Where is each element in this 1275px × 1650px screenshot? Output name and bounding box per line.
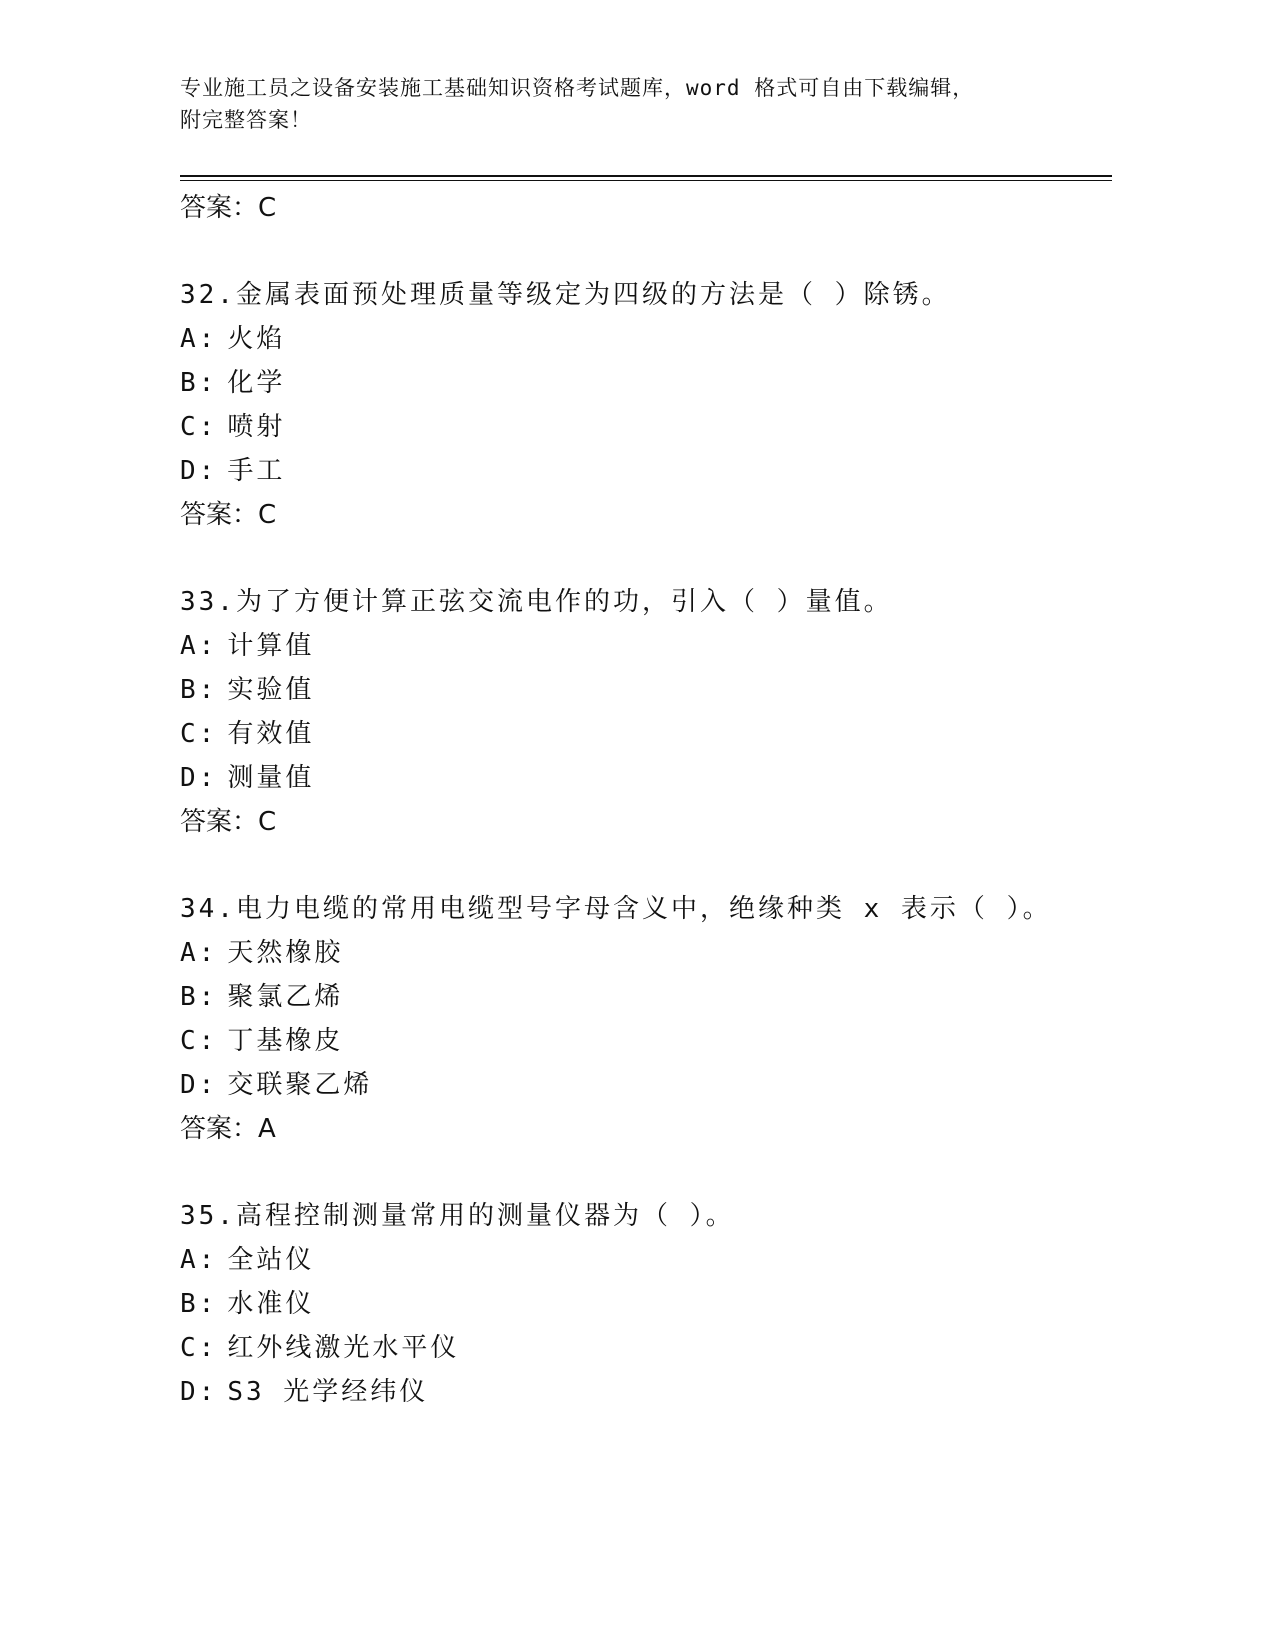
option-d xyxy=(180,1370,1110,1414)
question-list xyxy=(180,186,1110,1414)
option-b xyxy=(180,668,1110,712)
option-text: 测量值 xyxy=(227,763,315,793)
option-text: 化学 xyxy=(227,368,286,398)
option-b xyxy=(180,975,1110,1019)
option-b xyxy=(180,361,1110,405)
option-a xyxy=(180,931,1110,975)
option-text: 红外线激光水平仪 xyxy=(227,1333,460,1363)
option-text: 喷射 xyxy=(227,412,286,442)
option-letter: D: xyxy=(180,456,218,486)
option-text: 交联聚乙烯 xyxy=(227,1070,373,1100)
option-c xyxy=(180,712,1110,756)
header-line-2: 附完整答案！ xyxy=(180,108,312,132)
option-text: 火焰 xyxy=(227,324,286,354)
option-a xyxy=(180,1238,1110,1282)
option-text: 丁基橡皮 xyxy=(227,1026,344,1056)
header-line-1: 专业施工员之设备安装施工基础知识资格考试题库，word 格式可自由下载编辑， xyxy=(180,76,975,100)
question-text: 32.金属表面预处理质量等级定为四级的方法是（ ）除锈。 xyxy=(180,280,951,310)
question-block xyxy=(180,1194,1110,1414)
answer-line: 答案：C xyxy=(180,500,277,530)
option-text: 实验值 xyxy=(227,675,315,705)
option-b xyxy=(180,1282,1110,1326)
option-c xyxy=(180,405,1110,449)
option-text: S3 光学经纬仪 xyxy=(227,1377,429,1407)
option-c xyxy=(180,1326,1110,1370)
question-block xyxy=(180,580,1110,844)
option-letter: A: xyxy=(180,1245,218,1275)
question-block xyxy=(180,273,1110,537)
option-letter: C: xyxy=(180,1026,218,1056)
option-text: 全站仪 xyxy=(227,1245,315,1275)
option-letter: A: xyxy=(180,631,218,661)
question-block xyxy=(180,887,1110,1151)
answer-line: 答案：C xyxy=(180,193,277,223)
option-letter: D: xyxy=(180,1377,218,1407)
option-letter: D: xyxy=(180,763,218,793)
option-letter: C: xyxy=(180,412,218,442)
option-text: 有效值 xyxy=(227,719,315,749)
header-divider-thick xyxy=(180,175,1112,177)
option-letter: C: xyxy=(180,1333,218,1363)
option-letter: B: xyxy=(180,368,218,398)
header-divider-thin xyxy=(180,180,1112,181)
option-text: 计算值 xyxy=(227,631,315,661)
option-d xyxy=(180,756,1110,800)
option-text: 手工 xyxy=(227,456,286,486)
question-text: 33.为了方便计算正弦交流电作的功，引入（ ）量值。 xyxy=(180,587,893,617)
option-text: 天然橡胶 xyxy=(227,938,344,968)
option-text: 水准仪 xyxy=(227,1289,315,1319)
option-letter: A: xyxy=(180,938,218,968)
option-letter: B: xyxy=(180,675,218,705)
option-letter: D: xyxy=(180,1070,218,1100)
question-text: 35.高程控制测量常用的测量仪器为（ ）。 xyxy=(180,1201,735,1231)
answer-line: 答案：A xyxy=(180,1114,276,1144)
option-a xyxy=(180,624,1110,668)
option-d xyxy=(180,1063,1110,1107)
option-a xyxy=(180,317,1110,361)
answer-line: 答案：C xyxy=(180,807,277,837)
question-text: 34.电力电缆的常用电缆型号字母含义中，绝缘种类 x 表示（ ）。 xyxy=(180,894,1052,924)
option-d xyxy=(180,449,1110,493)
option-letter: A: xyxy=(180,324,218,354)
option-c xyxy=(180,1019,1110,1063)
option-text: 聚氯乙烯 xyxy=(227,982,344,1012)
option-letter: C: xyxy=(180,719,218,749)
option-letter: B: xyxy=(180,982,218,1012)
document-header xyxy=(180,72,1080,136)
option-letter: B: xyxy=(180,1289,218,1319)
